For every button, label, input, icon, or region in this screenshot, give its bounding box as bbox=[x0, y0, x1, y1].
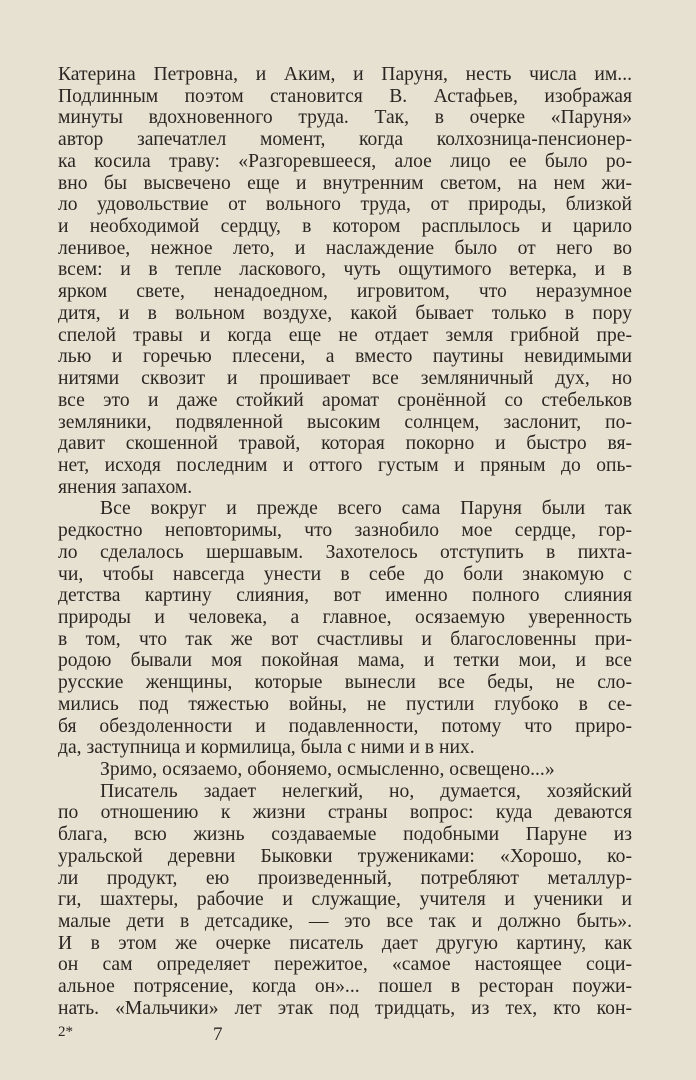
text-line: лью и горечью плесени, а вместо паутины невидимыми bbox=[58, 346, 632, 368]
text-line: вно бы высвечено еще и внутренним светом, на нем жи- bbox=[58, 172, 632, 194]
text-line: он сам определяет пережитое, «самое настоящее соци- bbox=[58, 954, 632, 976]
text-line: уральской деревни Быковки тружениками: «Хорошо, ко- bbox=[58, 845, 632, 867]
text-line: и необходимой сердцу, в котором расплылось и царило bbox=[58, 216, 632, 238]
text-line: янения запахом. bbox=[58, 476, 193, 498]
text-line: ло сделалось шершавым. Захотелось отступить в пихта- bbox=[58, 541, 632, 563]
text-line: нать. «Мальчики» лет этак под тридцать, из тех, кто кон- bbox=[58, 997, 632, 1019]
text-line: бя обездоленности и подавленности, потому что приро- bbox=[58, 715, 632, 737]
text-line: Катерина Петровна, и Аким, и Паруня, несть числа им... bbox=[58, 64, 632, 85]
text-line: нет, исходя последним и оттого густым и пряным до опь- bbox=[58, 454, 632, 476]
text-line: дитя, и в вольном воздухе, какой бывает только в пору bbox=[58, 302, 632, 324]
text-line: Подлинным поэтом становится В. Астафьев, изображая bbox=[58, 85, 632, 107]
text-line: редкостно неповторимы, что зазнобило мое сердце, гор- bbox=[58, 520, 632, 542]
text-line: И в этом же очерке писатель дает другую картину, как bbox=[58, 932, 632, 954]
text-line: ка косила траву: «Разгоревшееся, алое лицо ее было ро- bbox=[58, 150, 632, 172]
text-line: русские женщины, которые вынесли все беды, не сло- bbox=[58, 672, 632, 694]
text-line: альное потрясение, когда он»... пошел в ресторан поужи- bbox=[58, 976, 632, 998]
text-line: природы и человека, а главное, осязаемую уверенность bbox=[58, 606, 632, 628]
text-line: всем: и в тепле ласкового, чуть ощутимого ветерка, и в bbox=[58, 259, 632, 281]
body-text bbox=[58, 64, 632, 1020]
text-line: ло удовольствие от вольного труда, от природы, близкой bbox=[58, 194, 632, 216]
text-line: малые дети в детсадике, — это все так и должно быть». bbox=[58, 911, 632, 933]
text-line: по отношению к жизни страны вопрос: куда деваются bbox=[58, 802, 632, 824]
text-line: блага, всю жизнь создаваемые подобными Паруне из bbox=[58, 824, 632, 846]
text-line: автор запечатлел момент, когда колхозница-пенсионер- bbox=[58, 129, 632, 151]
text-line: Зримо, осязаемо, обоняемо, осмысленно, освещено...» bbox=[100, 759, 555, 780]
text-line: детства картину слияния, вот именно полного слияния bbox=[58, 585, 632, 607]
page-number: 7 bbox=[213, 1024, 223, 1045]
text-line: все это и даже стойкий аромат сронённой со стебельков bbox=[58, 389, 632, 411]
text-line: чи, чтобы навсегда унести в себе до боли знакомую с bbox=[58, 563, 632, 585]
text-line: давит скошенной травой, которая покорно и быстро вя- bbox=[58, 433, 632, 455]
text-line: ги, шахтеры, рабочие и служащие, учителя и ученики и bbox=[58, 889, 632, 911]
text-line: нитями сквозит и прошивает все земляничный дух, но bbox=[58, 368, 632, 390]
text-line: да, заступница и кормилица, была с ними и в них. bbox=[58, 737, 475, 759]
text-line: спелой травы и когда еще не отдает земля грибной пре- bbox=[58, 324, 632, 346]
text-line: минуты вдохновенного труда. Так, в очерке «Паруня» bbox=[58, 107, 632, 129]
text-line: ли продукт, ею произведенный, потребляют металлур- bbox=[58, 867, 632, 889]
text-line: Писатель задает нелегкий, но, думается, хозяйский bbox=[100, 780, 632, 802]
signature-mark: 2* bbox=[58, 1024, 73, 1040]
text-line: ленивое, нежное лето, и наслаждение было от него во bbox=[58, 237, 632, 259]
text-line: родою бывали моя покойная мама, и тетки мои, и все bbox=[58, 650, 632, 672]
text-line: Все вокруг и прежде всего сама Паруня были так bbox=[100, 498, 632, 520]
text-line: мились под тяжестью войны, не пустили глубоко в се- bbox=[58, 693, 632, 715]
text-line: в том, что так же вот счастливы и благословенны при- bbox=[58, 628, 632, 650]
text-line: земляники, подвяленной высоким солнцем, заслонит, по- bbox=[58, 411, 632, 433]
text-line: ярком свете, ненадоедном, игровитом, что неразумное bbox=[58, 281, 632, 303]
